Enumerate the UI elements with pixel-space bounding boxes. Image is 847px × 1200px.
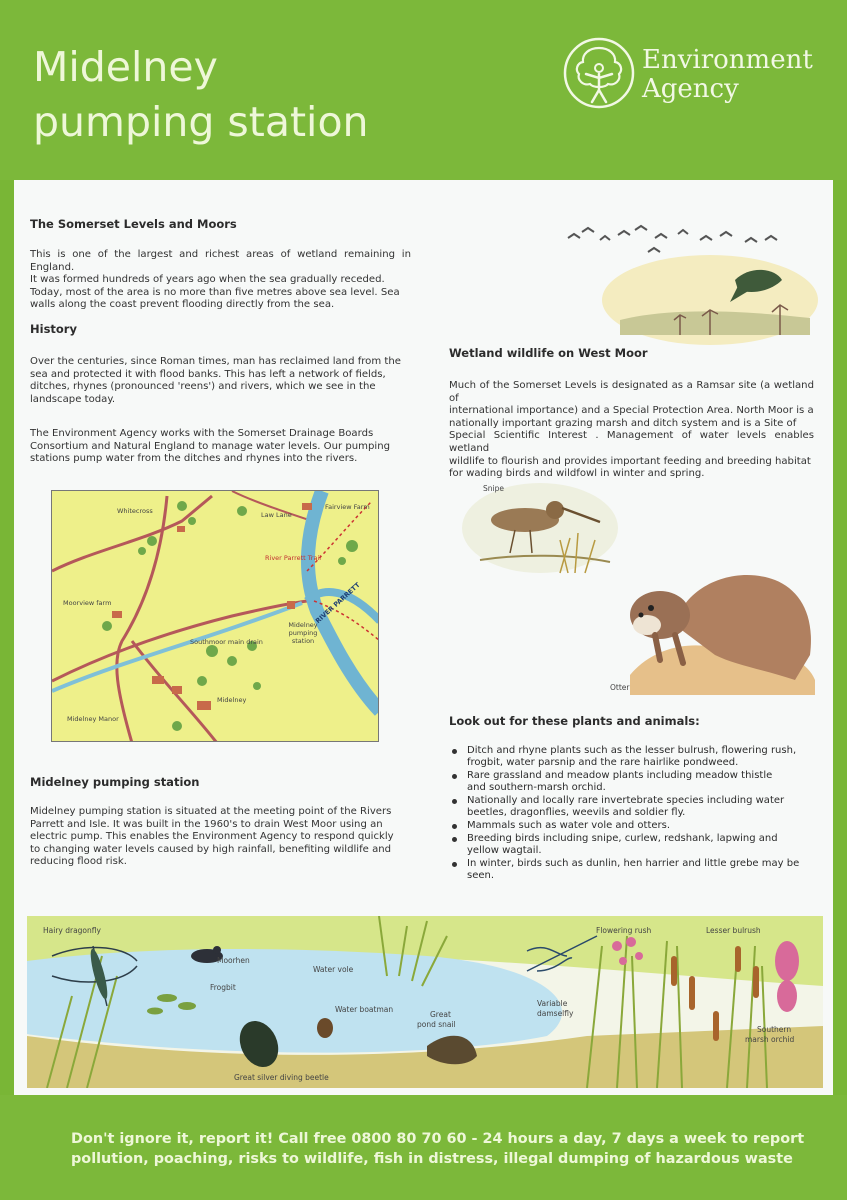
bullet-icon	[452, 837, 457, 842]
text-line: nationally important grazing marsh and ditch system and is a Site of	[449, 417, 797, 429]
pond-scene-illustration	[27, 916, 823, 1088]
scene-label-variable-damselfly-2: damselfly	[537, 1009, 574, 1018]
map-label-midelney-manor: Midelney Manor	[67, 715, 119, 723]
list-item-line: and southern-marsh orchid.	[467, 782, 606, 794]
scene-label-southern-marsh-orchid-1: Southern	[757, 1025, 792, 1034]
list-item	[449, 820, 819, 832]
map-label-fairview-farm: Fairview Farm	[325, 503, 370, 511]
text-line: Consortium and Natural England to manage water levels. Our pumping	[30, 440, 390, 452]
scene-label-water-boatman: Water boatman	[335, 1005, 394, 1014]
heading-pumping-station: Midelney pumping station	[30, 775, 200, 789]
look-out-list	[449, 745, 819, 883]
otter-illustration	[615, 555, 820, 695]
text-line: Today, most of the area is no more than five metres above sea level. Sea	[30, 286, 400, 298]
text-line: electric pump. This enables the Environment Agency to respond quickly	[30, 831, 394, 843]
scene-label-southern-marsh-orchid-2: marsh orchid	[745, 1035, 795, 1044]
list-item-line: frogbit, water parsnip and the rare hairlike pondweed.	[467, 757, 739, 769]
footer-band	[0, 1095, 847, 1200]
scene-label-hairy-dragonfly: Hairy dragonfly	[43, 926, 101, 935]
text-line: stations pump water from the ditches and rhynes into the rivers.	[30, 453, 358, 465]
paragraph-history-2	[30, 428, 411, 466]
list-item	[449, 795, 819, 820]
environment-agency-tree-emblem-icon	[562, 36, 636, 110]
text-line: It was formed hundreds of years ago when the sea gradually receded.	[30, 274, 385, 286]
map-label-southmoor-main-drain: Southmoor main drain	[190, 638, 263, 646]
text-line: Parrett and Isle. It was built in the 1960's to drain West Moor using an	[30, 818, 383, 830]
text-line: This is one of the largest and richest areas of wetland remaining in England.	[30, 249, 411, 273]
footer-line-1: Don't ignore it, report it! Call free 0800 80 70 60 - 24 hours a day, 7 days a week to report	[71, 1131, 805, 1147]
map-label-whitecross: Whitecross	[117, 507, 153, 515]
text-line: to changing water levels caused by high rainfall, benefiting wildlife and	[30, 843, 392, 855]
list-item-line: Mammals such as water vole and otters.	[467, 820, 671, 832]
title-line-1: Midelney	[33, 43, 218, 91]
paragraph-wetland-wildlife	[449, 380, 814, 481]
list-item-line: Ditch and rhyne plants such as the lesser bulrush, flowering rush,	[467, 745, 797, 756]
bullet-icon	[452, 774, 457, 779]
agency-name-line-1: Environment	[642, 45, 813, 75]
list-item	[449, 858, 819, 883]
heading-history: History	[30, 322, 77, 336]
list-item-line: beetles, dragonflies, weevils and soldier fly.	[467, 807, 686, 819]
bullet-icon	[452, 799, 457, 804]
area-map	[51, 490, 379, 742]
scene-label-lesser-bulrush: Lesser bulrush	[706, 926, 761, 935]
map-label-river-parrett: RIVER PARRETT	[314, 580, 362, 625]
text-line: The Environment Agency works with the Somerset Drainage Boards	[30, 428, 374, 439]
paragraph-somerset-levels	[30, 249, 411, 312]
heading-somerset-levels: The Somerset Levels and Moors	[30, 217, 237, 231]
text-line: landscape today.	[30, 393, 116, 405]
header-band	[0, 0, 847, 180]
report-hotline-message	[71, 1129, 804, 1169]
scene-label-flowering-rush: Flowering rush	[596, 926, 652, 935]
bullet-icon	[452, 824, 457, 829]
text-line: wildlife to flourish and provides important feeding and breeding habitat	[449, 455, 811, 467]
text-line: Much of the Somerset Levels is designated as a Ramsar site (a wetland of	[449, 380, 814, 404]
text-line: ditches, rhynes (pronounced 'reens') and rivers, which we see in the	[30, 381, 376, 393]
scene-label-water-vole: Water vole	[313, 965, 354, 974]
pond-scene	[27, 916, 823, 1088]
agency-name-line-2: Agency	[642, 74, 739, 104]
heading-wetland-wildlife: Wetland wildlife on West Moor	[449, 346, 648, 360]
map-label-midelney-pumping-station: Midelney pumping station	[288, 621, 318, 645]
caption-otter: Otter	[610, 683, 630, 692]
map-label-moorview-farm: Moorview farm	[63, 599, 112, 607]
text-line: walls along the coast prevent flooding directly from the sea.	[30, 299, 335, 311]
text-line: for wading birds and wildfowl in winter and spring.	[449, 468, 705, 480]
bullet-icon	[452, 749, 457, 754]
bullet-icon	[452, 862, 457, 867]
scene-label-variable-damselfly-1: Variable	[537, 999, 568, 1008]
list-item-line: seen.	[467, 870, 495, 882]
text-line: Over the centuries, since Roman times, man has reclaimed land from the	[30, 356, 401, 367]
list-item-line: In winter, birds such as dunlin, hen harrier and little grebe may be	[467, 858, 800, 870]
map-label-midelney: Midelney	[217, 696, 247, 704]
text-line: sea and protected it with flood banks. This has left a network of fields,	[30, 368, 386, 380]
footer-line-2: pollution, poaching, risks to wildlife, fish in distress, illegal dumping of hazardous waste	[71, 1151, 793, 1167]
environment-agency-logo	[562, 36, 832, 116]
scene-label-moorhen: Moorhen	[217, 956, 250, 965]
caption-snipe: Snipe	[483, 484, 504, 493]
paragraph-history-1	[30, 356, 411, 406]
text-line: international importance) and a Special Protection Area. North Moor is a	[449, 405, 814, 417]
title-line-2: pumping station	[33, 98, 369, 146]
scene-label-great-silver-diving-beetle: Great silver diving beetle	[234, 1073, 329, 1082]
map-label-river-parrett-trail: River Parrett Trail	[265, 554, 322, 562]
text-line: Special Scientific Interest . Management of water levels enables wetland	[449, 430, 814, 454]
agency-name	[642, 46, 813, 104]
list-item	[449, 745, 819, 770]
map-label-law-lane: Law Lane	[261, 511, 292, 519]
text-line: Midelney pumping station is situated at the meeting point of the Rivers	[30, 806, 392, 817]
map-illustration	[52, 491, 379, 742]
list-item-line: Nationally and locally rare invertebrate species including water	[467, 795, 785, 807]
scene-label-great-pond-snail-2: pond snail	[417, 1020, 456, 1029]
list-item	[449, 833, 819, 858]
paragraph-pumping-station	[30, 806, 411, 869]
heading-look-out: Look out for these plants and animals:	[449, 714, 700, 728]
text-line: reducing flood risk.	[30, 856, 127, 868]
snipe-illustration	[460, 478, 620, 578]
scene-label-great-pond-snail-1: Great	[430, 1010, 451, 1019]
list-item-line: Breeding birds including snipe, curlew, redshank, lapwing and	[467, 833, 778, 845]
page-title	[33, 40, 369, 150]
birds-illustration	[560, 210, 825, 345]
scene-label-frogbit: Frogbit	[210, 983, 236, 992]
list-item-line: Rare grassland and meadow plants including meadow thistle	[467, 770, 773, 782]
list-item	[449, 770, 819, 795]
list-item-line: yellow wagtail.	[467, 845, 542, 857]
